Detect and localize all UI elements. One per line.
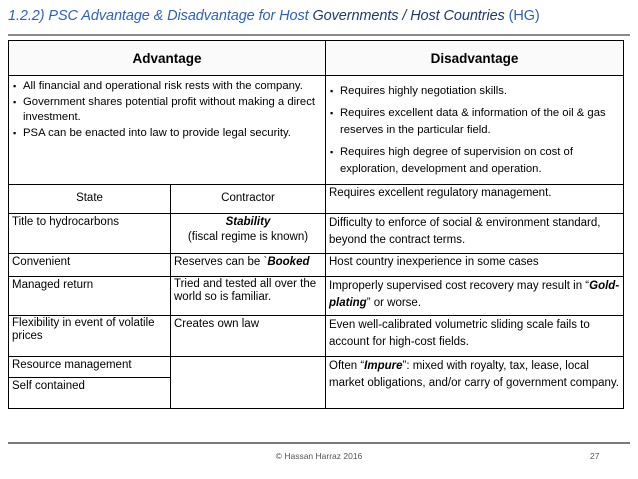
dis-cell: Host country inexperience in some cases	[326, 253, 624, 276]
title-part-1: 1.2.2) PSC Advantage & Disadvantage for Host	[8, 8, 313, 24]
booked-prefix: Reserves can be `	[174, 255, 268, 268]
dis-cell: Even well-calibrated volumetric sliding scale fails to account for high-cost fields.	[326, 315, 624, 356]
footer-rule	[8, 442, 630, 444]
contractor-cell	[171, 253, 326, 276]
state-subheader: State	[9, 184, 171, 213]
contractor-subheader: Contractor	[171, 184, 326, 213]
title-part-3: (HG)	[508, 8, 540, 24]
title-part-2: Governments / Host Countries	[312, 8, 509, 24]
impure-text: Impure	[364, 359, 403, 372]
subheader-row	[9, 184, 624, 213]
impure-prefix: Often “	[329, 359, 365, 372]
advantage-item: ▪ PSA can be enacted into law to provide legal security.	[12, 126, 322, 142]
table-row	[9, 356, 624, 377]
table-row	[9, 213, 624, 253]
regulatory-cell: Requires excellent regulatory management.	[326, 184, 624, 213]
table-row	[9, 315, 624, 356]
page-number: 27	[590, 451, 600, 461]
psc-table	[8, 40, 624, 409]
stability-text: Stability	[225, 215, 271, 228]
contractor-cell: Creates own law	[171, 315, 326, 356]
header-row	[9, 41, 624, 76]
state-cell: Self contained	[9, 377, 171, 408]
advantage-item: ▪ All financial and operational risk rests with the company.	[12, 79, 322, 95]
dis-cell	[326, 276, 624, 315]
impure-suffix: ”: mixed with royalty, tax, lease, local market obligations, and/or carry of government company.	[329, 359, 619, 389]
table-row	[9, 253, 624, 276]
goldplating-prefix: Improperly supervised cost recovery may result in “	[329, 279, 590, 292]
disadvantage-item: ▪ Requires highly negotiation skills.	[329, 83, 620, 101]
state-cell: Flexibility in event of volatile prices	[9, 315, 171, 356]
table-row	[9, 276, 624, 315]
fiscal-text: (fiscal regime is known)	[187, 230, 309, 243]
disadvantage-item: ▪ Requires excellent data & information of the oil & gas reserves in the particular field.	[329, 105, 620, 140]
copyright-footer: © Hassan Harraz 2016	[275, 451, 363, 461]
state-cell: Resource management	[9, 356, 171, 377]
state-cell: Title to hydrocarbons	[9, 213, 171, 253]
state-cell: Managed return	[9, 276, 171, 315]
contractor-cell	[171, 213, 326, 253]
disadvantage-item: ▪ Requires high degree of supervision on cost of exploration, development and operation.	[329, 144, 620, 179]
goldplating-text: Gold-plating	[329, 279, 620, 309]
slide-title	[8, 8, 540, 24]
contractor-cell: Tried and tested all over the world so is familiar.	[171, 276, 326, 315]
advantage-header: Advantage	[9, 41, 326, 76]
contractor-cell-empty	[171, 356, 326, 408]
dis-cell	[326, 356, 624, 408]
title-rule	[8, 34, 630, 36]
advantage-item: ▪ Government shares potential profit without making a direct investment.	[12, 95, 322, 126]
dis-cell: Difficulty to enforce of social & environment standard, beyond the contract terms.	[326, 213, 624, 253]
booked-text: Booked	[267, 255, 310, 268]
goldplating-suffix: ” or worse.	[366, 296, 422, 309]
state-cell: Convenient	[9, 253, 171, 276]
advantage-bullets	[9, 76, 326, 185]
disadvantage-bullets	[326, 76, 624, 185]
disadvantage-header: Disadvantage	[326, 41, 624, 76]
